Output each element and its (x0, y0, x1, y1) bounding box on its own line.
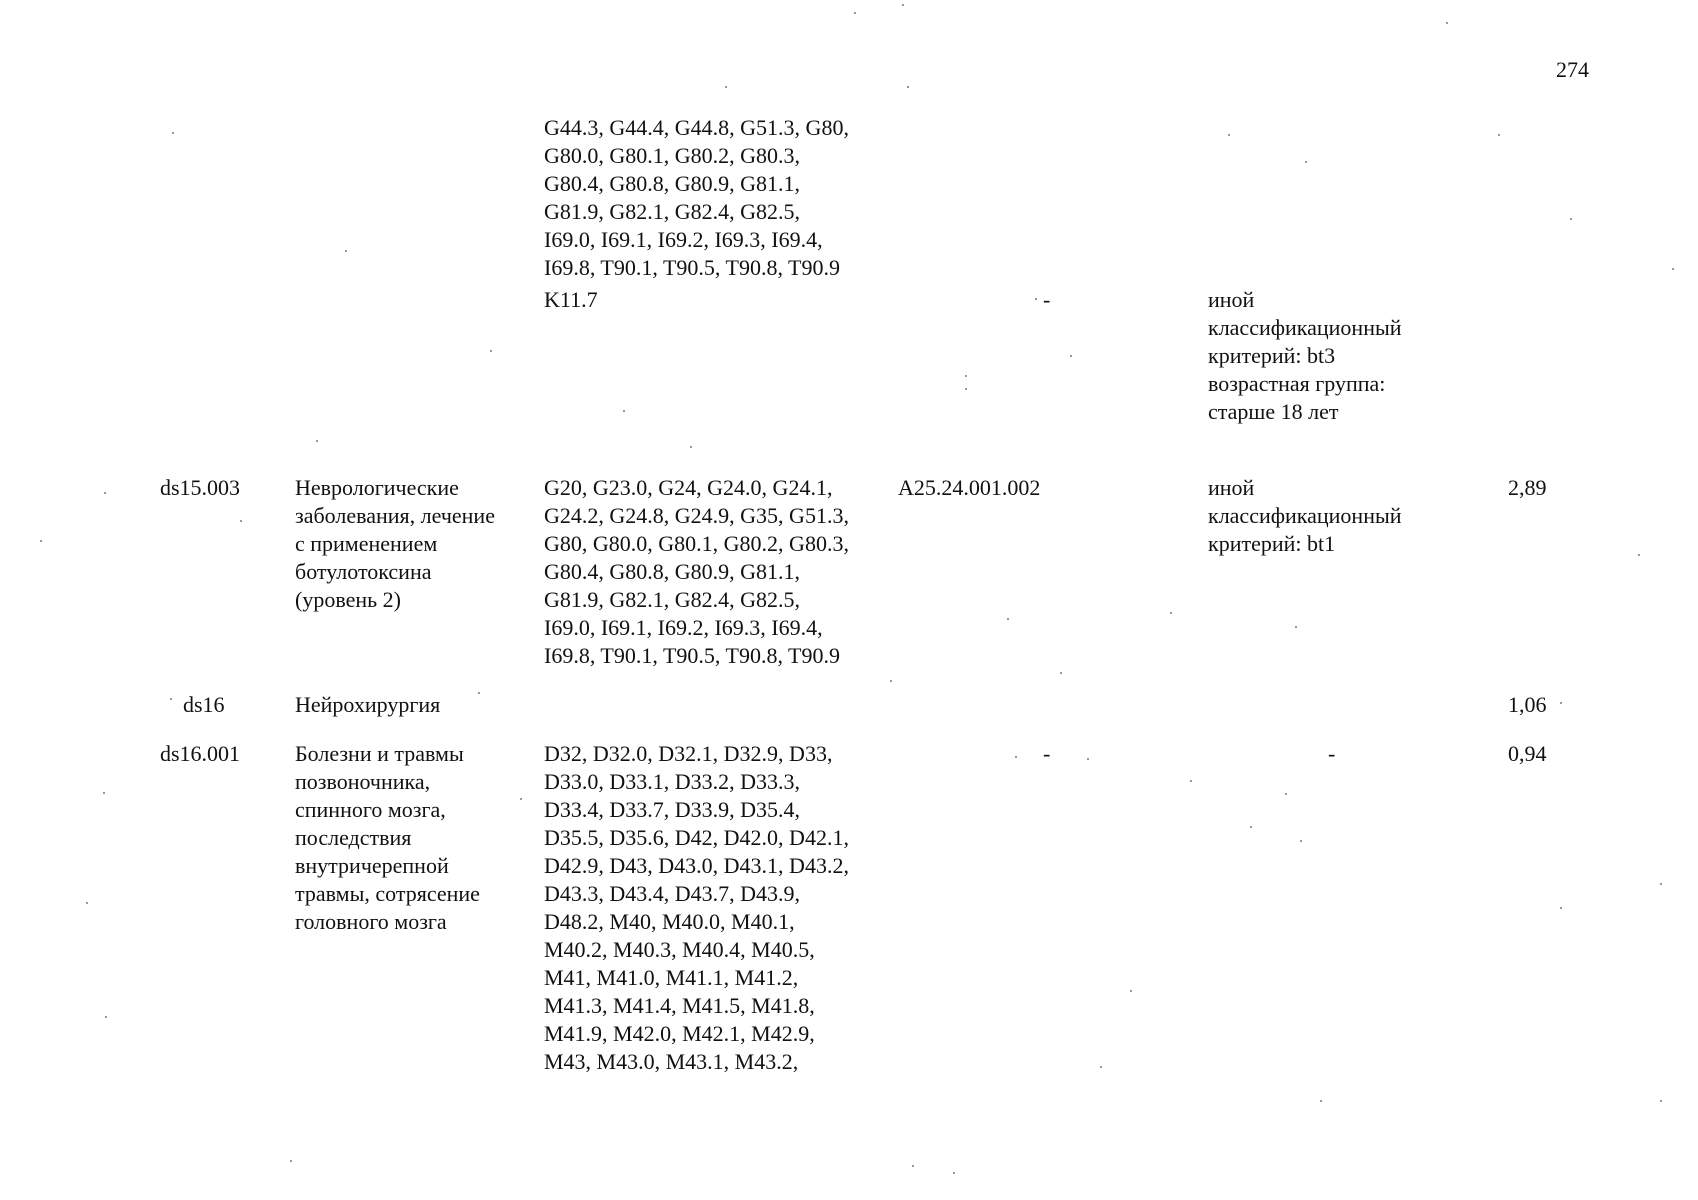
row-4-service: - (1043, 741, 1051, 766)
row-3-name: Нейрохирургия (295, 692, 441, 717)
row-1-criteria: иной классификационный критерий: bt3 возрастная группа: старше 18 лет (1208, 287, 1402, 424)
row-0-icd-codes: G44.3, G44.4, G44.8, G51.3, G80, G80.0, G80.1, G80.2, G80.3, G80.4, G80.8, G80.9, G81.1, G81.9, G82.1, G82.4, G82.5, I69.0, I69.1, I69.2, I69.3, I69.4, I69.8, T90.1, T90.5, T90.8, T90.9 (544, 115, 849, 280)
row-4-name: Болезни и травмы позвоночника, спинного мозга, последствия внутричерепной травмы, сотрясение головного мозга (295, 741, 480, 934)
row-3-code: ds16 (183, 692, 225, 717)
row-2-criteria: иной классификационный критерий: bt1 (1208, 475, 1402, 556)
row-2-service: A25.24.001.002 (898, 475, 1041, 500)
row-1-icd-codes: K11.7 (544, 287, 598, 312)
row-4-code: ds16.001 (160, 741, 241, 766)
row-4-criteria: - (1328, 741, 1336, 766)
row-2-name: Неврологические заболевания, лечение с применением ботулотоксина (уровень 2) (295, 475, 495, 612)
row-3-coefficient: 1,06 (1508, 692, 1547, 717)
row-1-service: - (1043, 287, 1051, 312)
row-4-coefficient: 0,94 (1508, 741, 1547, 766)
row-2-coefficient: 2,89 (1508, 475, 1547, 500)
page-number: 274 (1556, 57, 1589, 82)
row-2-code: ds15.003 (160, 475, 241, 500)
row-2-icd-codes: G20, G23.0, G24, G24.0, G24.1, G24.2, G24.8, G24.9, G35, G51.3, G80, G80.0, G80.1, G80.2, G80.3, G80.4, G80.8, G80.9, G81.1, G81.9, G82.1, G82.4, G82.5, I69.0, I69.1, I69.2, I69.3, I69.4, I69.8, T90.1, T90.5, T90.8, T90.9 (544, 475, 849, 668)
row-4-icd-codes: D32, D32.0, D32.1, D32.9, D33, D33.0, D33.1, D33.2, D33.3, D33.4, D33.7, D33.9, D35.4, D35.5, D35.6, D42, D42.0, D42.1, D42.9, D43, D43.0, D43.1, D43.2, D43.3, D43.4, D43.7, D43.9, D48.2, M40, M40.0, M40.1, M40.2, M40.3, M40.4, M40.5, M41, M41.0, M41.1, M41.2, M41.3, M41.4, M41.5, M41.8, M41.9, M42.0, M42.1, M42.9, M43, M43.0, M43.1, M43.2, (544, 741, 849, 1074)
